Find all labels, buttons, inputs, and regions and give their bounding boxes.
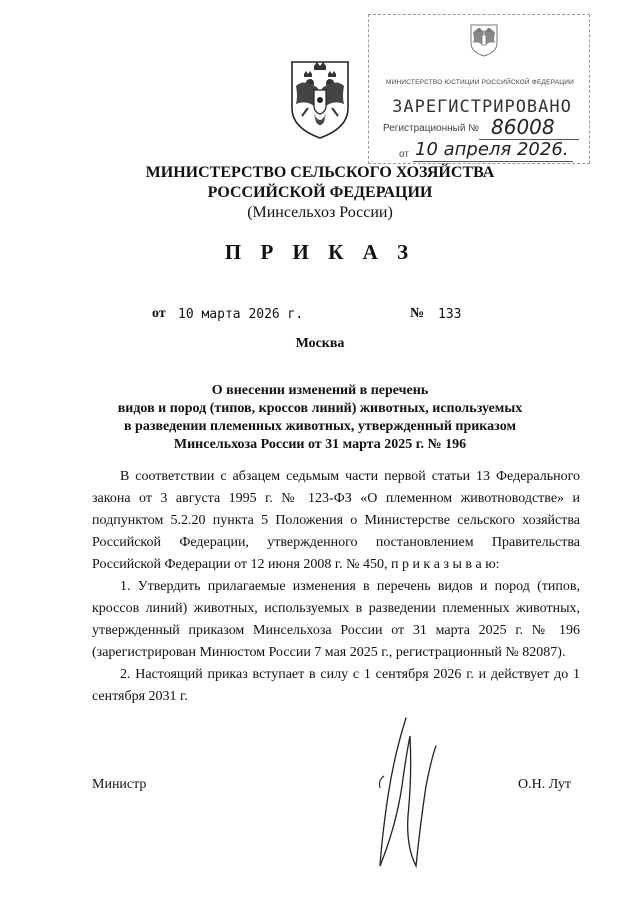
order-number-label: №	[410, 306, 425, 321]
document-type: П Р И К А З	[224, 240, 416, 264]
stamp-organization: МИНИСТЕРСТВО ЮСТИЦИИ РОССИЙСКОЙ ФЕДЕРАЦИИ	[385, 79, 575, 86]
ministry-short-name: (Минсельхоз России)	[247, 204, 393, 221]
ministry-header	[120, 163, 520, 223]
signer-title: Министр	[92, 777, 147, 792]
ministry-name-line2: РОССИЙСКОЙ ФЕДЕРАЦИИ	[207, 184, 433, 201]
subject-line: видов и пород (типов, кроссов линий) животных, используемых	[117, 401, 523, 416]
stamp-date-label: от	[399, 149, 409, 160]
order-date: 10 марта 2026 г.	[178, 307, 304, 322]
subject-line: О внесении изменений в перечень	[211, 383, 429, 398]
ministry-name-line1: МИНИСТЕРСТВО СЕЛЬСКОГО ХОЗЯЙСТВА	[145, 164, 495, 181]
stamp-status: ЗАРЕГИСТРИРОВАНО	[392, 97, 572, 117]
stamp-date-line	[413, 161, 573, 162]
stamp-reg-label: Регистрационный №	[383, 123, 479, 134]
stamp-eagle-icon	[467, 21, 501, 57]
city: Москва	[295, 336, 345, 351]
order-number: 133	[438, 307, 462, 322]
signature-icon	[366, 716, 456, 876]
order-subject	[90, 382, 550, 454]
body-paragraph-item-1: 1. Утвердить прилагаемые изменения в перечень видов и пород (типов, кроссов линий) животных, используемых в разведении племенных животных, утвержденный приказом Минсельхоза России от 31 марта 2025 г. № 196 (зарегистрирован Минюстом России 7 мая 2025 г., регистрационный № 82087).	[92, 579, 580, 660]
subject-line: в разведении племенных животных, утвержденный приказом	[124, 419, 516, 434]
body-paragraph-item-2: 2. Настоящий приказ вступает в силу с 1 сентября 2026 г. и действует до 1 сентября 2031 г.	[92, 667, 580, 704]
signer-name: О.Н. Лут	[518, 777, 571, 792]
coat-of-arms-icon	[284, 56, 356, 140]
stamp-reg-number: 86008	[491, 115, 555, 139]
body-paragraph-preamble: В соответствии с абзацем седьмым части первой статьи 13 Федерального закона от 3 августа 1995 г. № 123-ФЗ «О племенном животноводстве» и подпунктом 5.2.20 пункта 5 Положения о Министерстве сельского хозяйства Российской Федерации, утвержденного постановлением Правительства Российской Федерации от 12 июня 2008 г. № 450, п р и к а з ы в а ю:	[92, 469, 580, 572]
order-date-label: от	[152, 306, 166, 321]
registration-stamp	[368, 14, 590, 164]
stamp-date: 10 апреля 2026.	[415, 139, 569, 160]
subject-line: Минсельхоза России от 31 марта 2025 г. № 196	[173, 437, 467, 452]
order-body	[92, 466, 580, 708]
